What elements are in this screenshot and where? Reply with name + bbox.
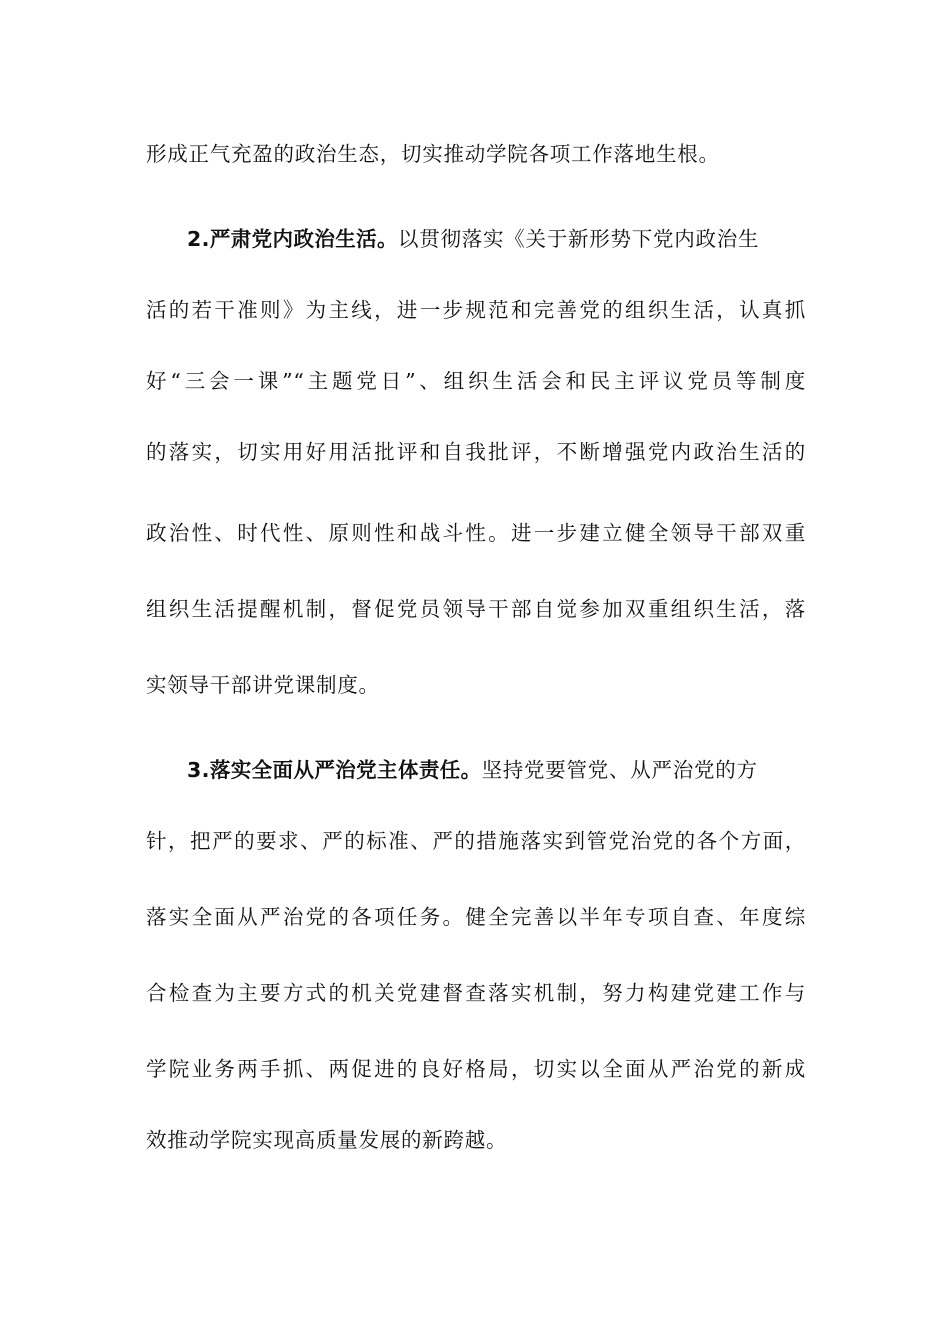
paragraph-line: 好“三会一课”“主题党日”、组织生活会和民主评议党员等制度	[146, 369, 806, 393]
section-2-first-line	[187, 224, 759, 254]
section-3-text: 坚持党要管党、从严治党的方	[481, 758, 758, 782]
paragraph-line: 形成正气充盈的政治生态，切实推动学院各项工作落地生根。	[146, 142, 720, 166]
paragraph-line: 合检查为主要方式的机关党建督查落实机制，努力构建党建工作与	[146, 981, 806, 1005]
paragraph-line: 的落实，切实用好用活批评和自我批评，不断增强党内政治生活的	[146, 440, 806, 464]
paragraph-line: 组织生活提醒机制，督促党员领导干部自觉参加双重组织生活，落	[146, 597, 806, 621]
paragraph-line: 实领导干部讲党课制度。	[146, 673, 380, 697]
section-3-heading: 3.落实全面从严治党主体责任。	[187, 758, 482, 782]
paragraph-line: 学院业务两手抓、两促进的良好格局，切实以全面从严治党的新成	[146, 1057, 806, 1081]
paragraph-line: 政治性、时代性、原则性和战斗性。进一步建立健全领导干部双重	[146, 521, 806, 545]
paragraph-line: 活的若干准则》为主线，进一步规范和完善党的组织生活，认真抓	[146, 298, 806, 322]
section-2-text: 以贯彻落实《关于新形势下党内政治生	[397, 227, 760, 251]
paragraph-line: 针，把严的要求、严的标准、严的措施落实到管党治党的各个方面，	[146, 829, 806, 853]
paragraph-line: 落实全面从严治党的各项任务。健全完善以半年专项自查、年度综	[146, 905, 806, 929]
section-3-first-line	[187, 755, 758, 785]
section-2-heading: 2.严肃党内政治生活。	[187, 227, 398, 251]
paragraph-line: 效推动学院实现高质量发展的新跨越。	[146, 1128, 508, 1152]
